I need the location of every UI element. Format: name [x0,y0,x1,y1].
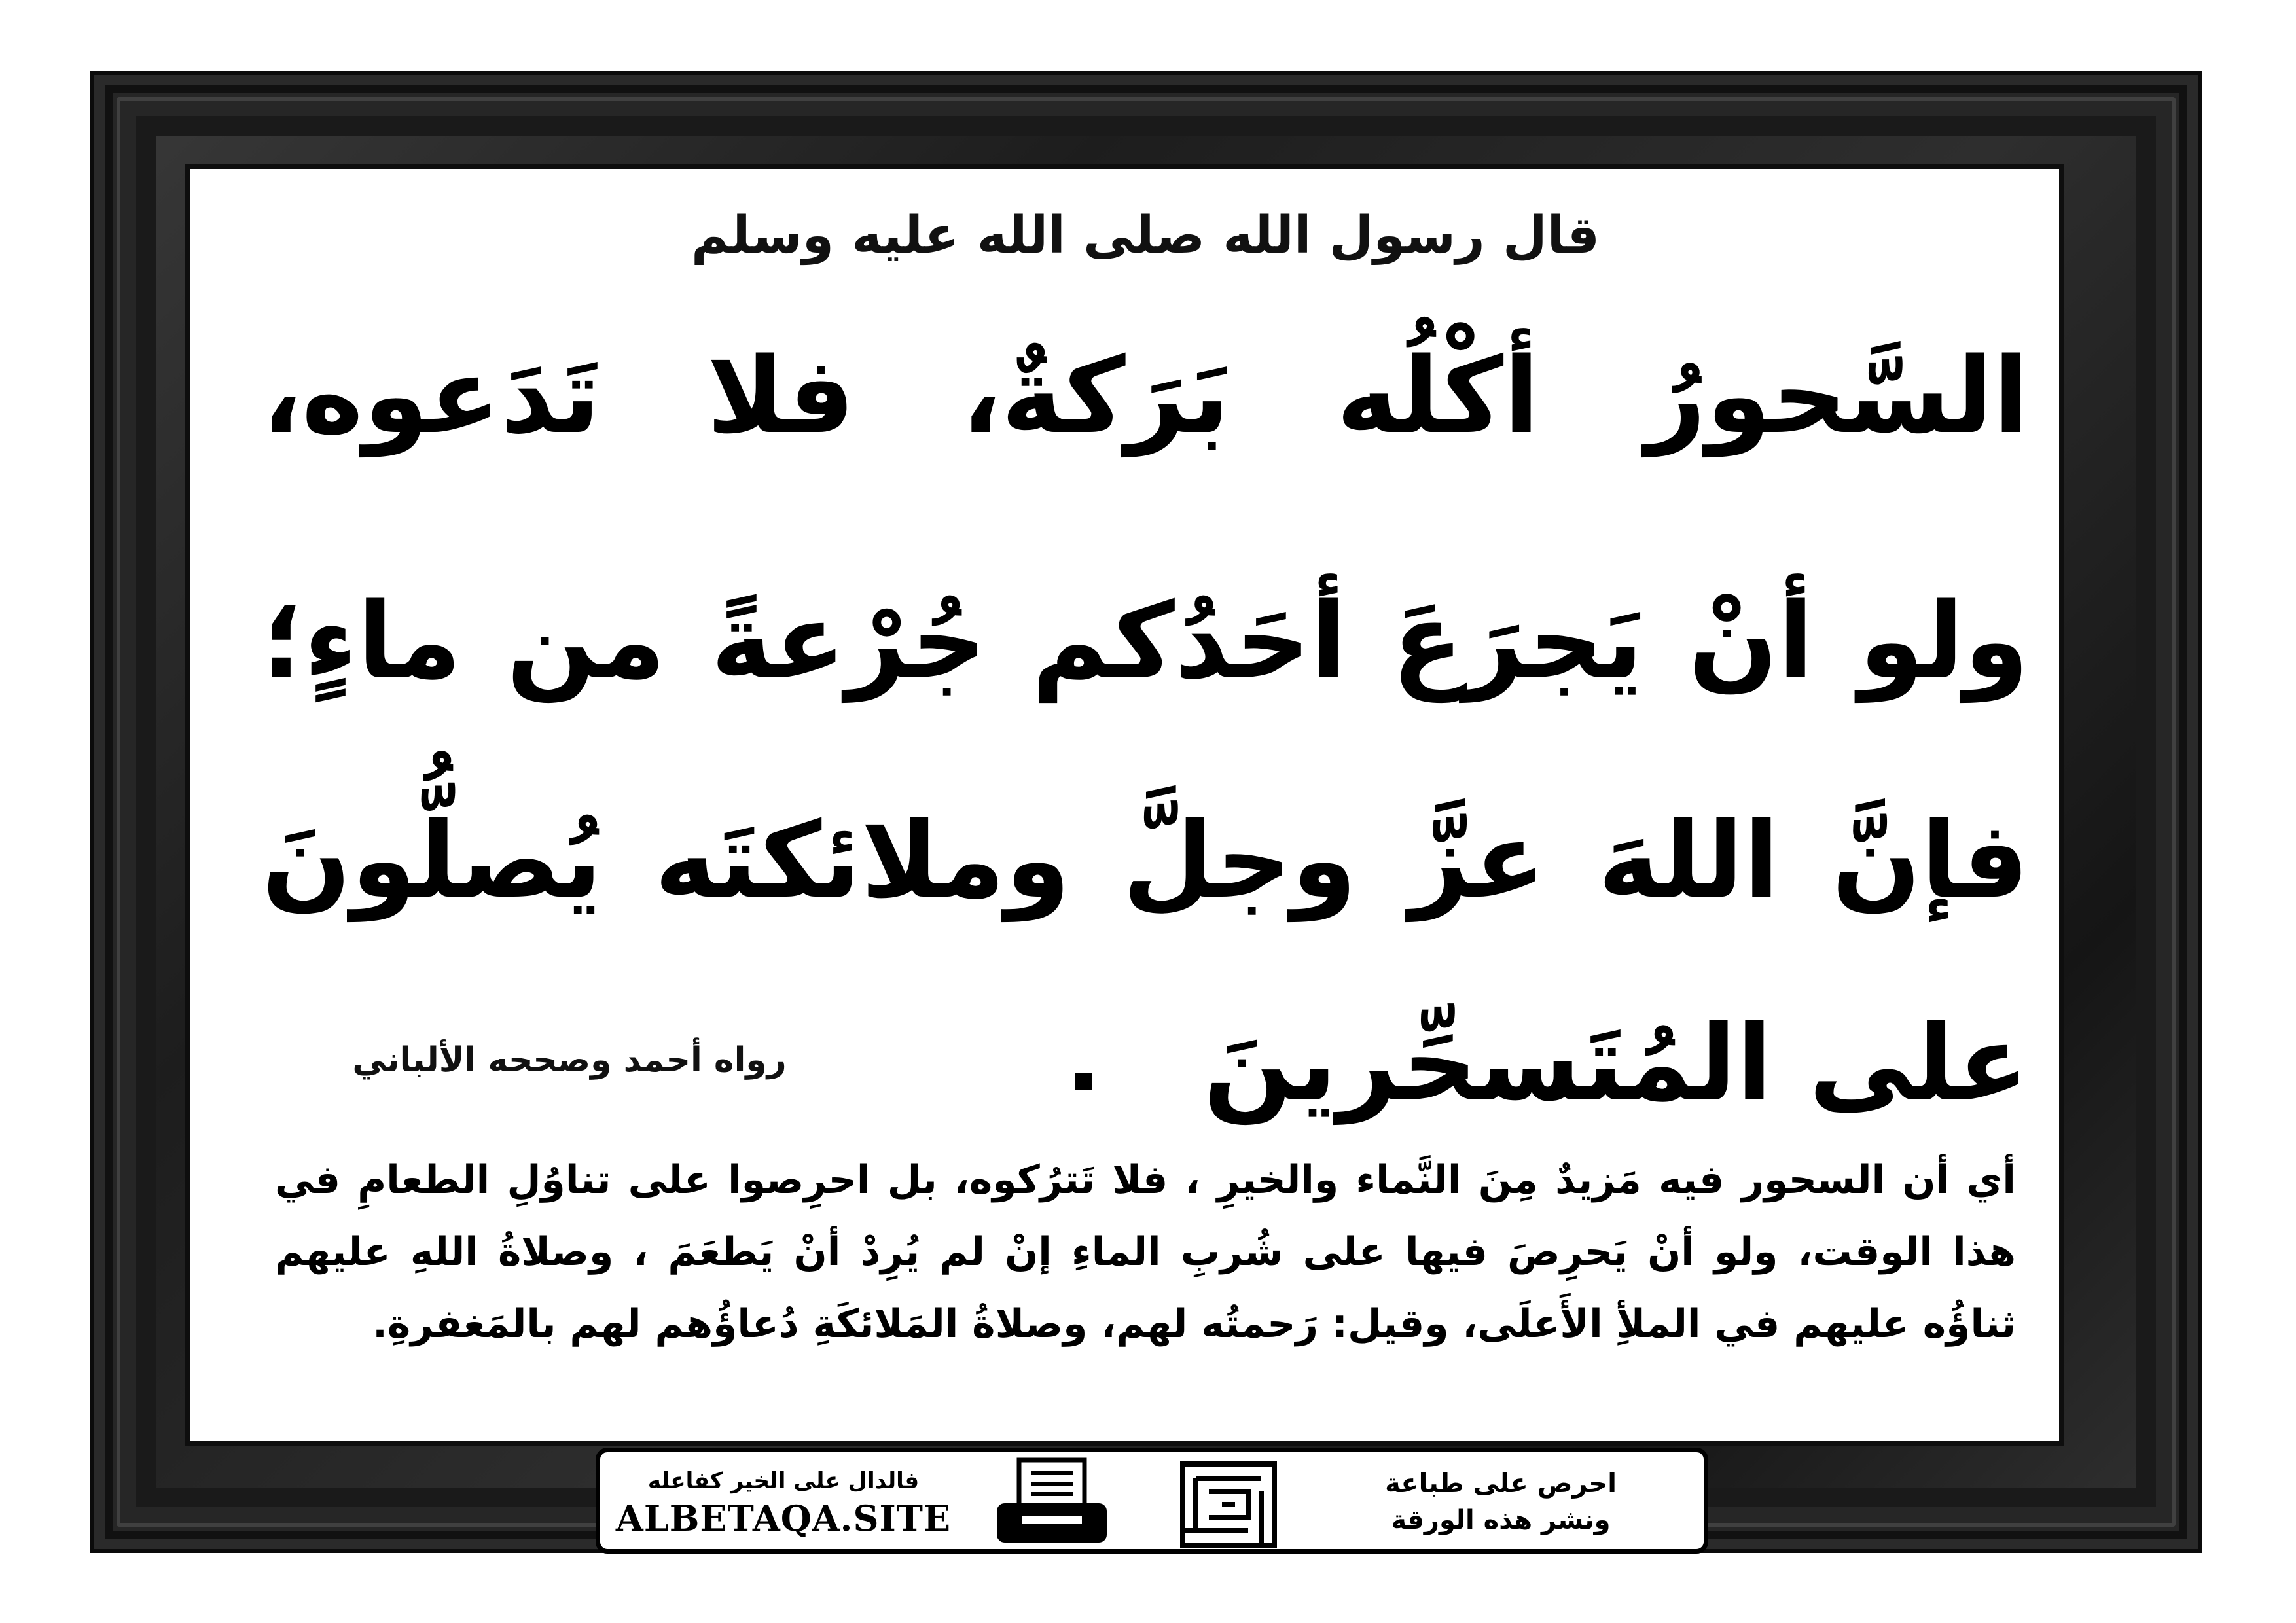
footer-note-1: احرص على طباعة [1385,1469,1617,1499]
hadith-line-4: على المُتَسحِّرينَ [1203,1002,2029,1124]
footer-left [600,1452,967,1549]
printer-icon [993,1457,1111,1549]
hadith-line-1: السَّحورُ أكْلُه بَرَكةٌ، فلا تَدَعوه، [262,334,2029,457]
end-dot [1075,1073,1092,1090]
hadith-line-2: ولو أنْ يَجرَعَ أحَدُكم جُرْعةً من ماءٍ؛ [262,580,2029,702]
footer-note-2: ونشر هذه الورقة [1391,1505,1611,1535]
logo-mark [1176,1459,1281,1550]
footer-right [1337,1452,1664,1549]
explanation-text: أي أن السحور فيه مَزيدٌ مِنَ النَّماء والخيرِ ، فلا تَترُكوه، بل احرِصوا على تناوُلِ الطعامِ في هذا الوقت، ولو أنْ يَحرِصَ فيها على شُربِ الماءِ إنْ لم يُرِدْ أنْ يَطعَمَ ، وصلاةُ اللهِ عليهم ثناؤُه عليهم في الملأِ الأَعلَى، وقيل: رَحمتُه لهم، وصلاةُ المَلائكَةِ دُعاؤُهم لهم بالمَغفرةِ. [275,1157,2016,1347]
page-title: قال رسول الله صلى الله عليه وسلم [691,206,1600,265]
footer-banner [596,1448,1708,1554]
hadith-source: رواه أحمد وصححه الألباني [352,1041,787,1080]
footer-slogan: فالدال على الخير كفاعله [647,1468,920,1494]
logo-icon [1176,1459,1281,1550]
hadith-line-3: فإنَّ اللهَ عزَّ وجلَّ وملائكتَه يُصلُّونَ [262,799,2029,921]
site-link[interactable]: ALBETAQA.SITE [615,1497,952,1539]
